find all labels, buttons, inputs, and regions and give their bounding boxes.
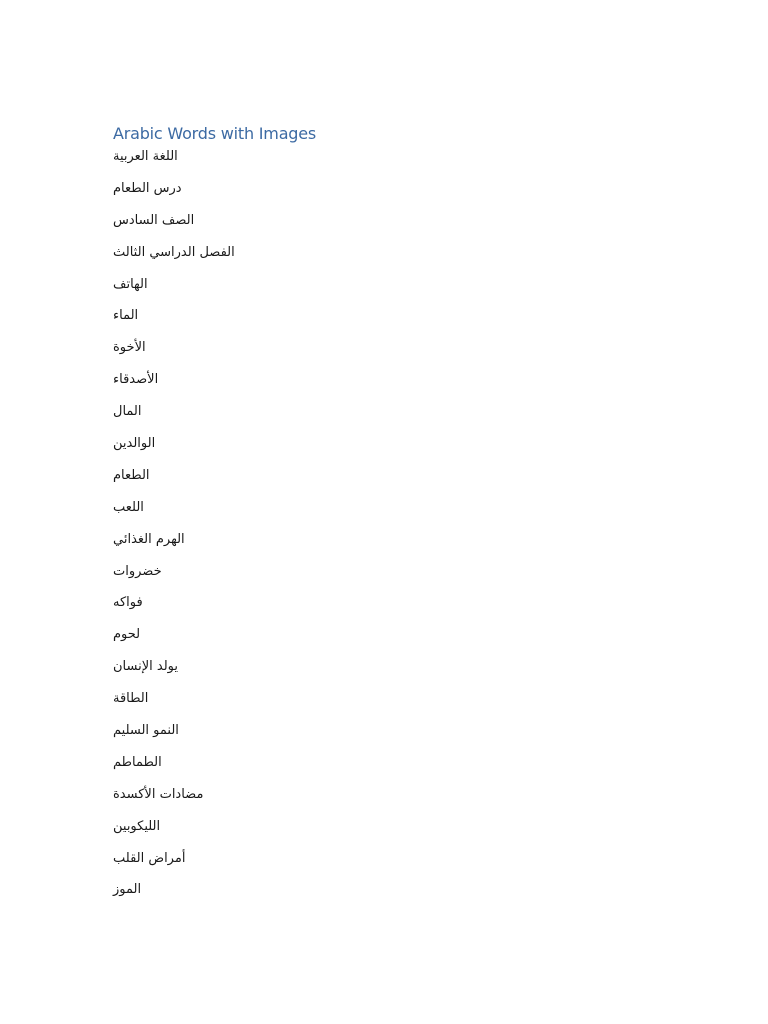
word-item: الطاقة — [113, 691, 149, 707]
page-title: Arabic Words with Images — [113, 124, 317, 143]
word-item: الوالدين — [113, 436, 156, 452]
word-item: الفصل الدراسي الثالث — [113, 244, 235, 260]
word-item: درس الطعام — [113, 180, 182, 196]
word-item: يولد الإنسان — [113, 659, 178, 675]
word-item: الأخوة — [113, 340, 146, 356]
word-item: فواكه — [113, 595, 143, 611]
word-item: خضروات — [113, 563, 162, 579]
word-item: اللعب — [113, 499, 144, 515]
word-item: الهرم الغذائي — [113, 531, 185, 547]
word-item: الطعام — [113, 467, 150, 483]
word-item: الطماطم — [113, 754, 162, 770]
word-item: الهاتف — [113, 276, 148, 292]
word-item: أمراض القلب — [113, 850, 186, 866]
word-item: الأصدقاء — [113, 372, 159, 388]
word-item: اللغة العربية — [113, 149, 178, 164]
word-item: الصف السادس — [113, 212, 195, 228]
word-item: النمو السليم — [113, 723, 179, 739]
word-item: لحوم — [113, 627, 141, 643]
word-item: الليكوبين — [113, 818, 161, 834]
word-item: المال — [113, 404, 142, 420]
word-item: الماء — [113, 308, 139, 324]
word-item: الموز — [113, 882, 142, 898]
word-item: مضادات الأكسدة — [113, 786, 204, 802]
word-list — [113, 145, 235, 910]
